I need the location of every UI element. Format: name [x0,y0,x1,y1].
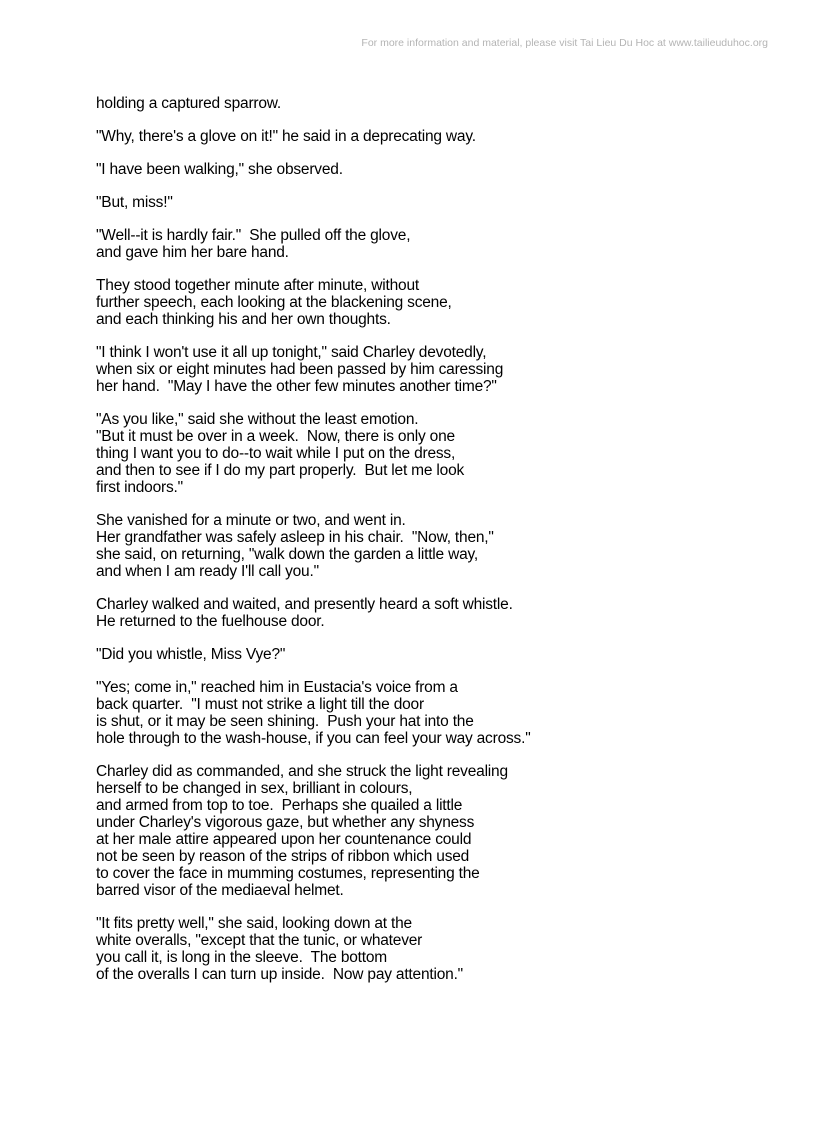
paragraph [96,679,776,747]
paragraph [96,227,776,261]
text-line: at her male attire appeared upon her countenance could [96,831,472,848]
text-line: He returned to the fuelhouse door. [96,613,325,630]
text-line: under Charley's vigorous gaze, but whether any shyness [96,814,475,831]
paragraph [96,512,776,580]
paragraph [96,915,776,983]
text-line: "As you like," said she without the least emotion. [96,411,419,428]
paragraph [96,763,776,899]
text-line: holding a captured sparrow. [96,95,282,112]
paragraph [96,344,776,395]
paragraph [96,277,776,328]
text-line: "Yes; come in," reached him in Eustacia's voice from a [96,679,458,696]
text-line: and then to see if I do my part properly. But let me look [96,462,465,479]
text-line: hole through to the wash-house, if you can feel your way across." [96,730,531,747]
text-line: She vanished for a minute or two, and went in. [96,512,406,529]
text-line: Her grandfather was safely asleep in his chair. "Now, then," [96,529,494,546]
text-line: "It fits pretty well," she said, looking down at the [96,915,412,932]
text-line: her hand. "May I have the other few minutes another time?" [96,378,497,395]
text-line: and gave him her bare hand. [96,244,289,261]
paragraph [96,161,776,178]
text-line: "I have been walking," she observed. [96,161,343,178]
text-line: when six or eight minutes had been passed by him caressing [96,361,504,378]
text-line: They stood together minute after minute, without [96,277,419,294]
text-line: herself to be changed in sex, brilliant in colours, [96,780,413,797]
paragraph [96,95,776,112]
paragraph [96,194,776,211]
text-line: "I think I won't use it all up tonight," said Charley devotedly, [96,344,487,361]
text-line: of the overalls I can turn up inside. Now pay attention." [96,966,463,983]
text-line: "Did you whistle, Miss Vye?" [96,646,286,663]
text-line: to cover the face in mumming costumes, representing the [96,865,480,882]
text-line: is shut, or it may be seen shining. Push your hat into the [96,713,474,730]
text-line: and when I am ready I'll call you." [96,563,319,580]
text-line: "Why, there's a glove on it!" he said in a deprecating way. [96,128,476,145]
text-line: first indoors." [96,479,183,496]
text-line: Charley did as commanded, and she struck the light revealing [96,763,508,780]
text-line: back quarter. "I must not strike a light till the door [96,696,424,713]
paragraph [96,128,776,145]
text-line: Charley walked and waited, and presently heard a soft whistle. [96,596,513,613]
text-line: and each thinking his and her own thoughts. [96,311,391,328]
text-line: "But, miss!" [96,194,173,211]
text-line: white overalls, "except that the tunic, or whatever [96,932,423,949]
header-note: For more information and material, please visit Tai Lieu Du Hoc at www.tailieuduhoc.org [361,37,768,49]
text-line: you call it, is long in the sleeve. The bottom [96,949,388,966]
text-line: and armed from top to toe. Perhaps she quailed a little [96,797,463,814]
text-line: "But it must be over in a week. Now, there is only one [96,428,455,445]
paragraph [96,411,776,496]
text-line: she said, on returning, "walk down the garden a little way, [96,546,478,563]
text-line: barred visor of the mediaeval helmet. [96,882,344,899]
document-body [96,95,776,999]
paragraph [96,646,776,663]
text-line: not be seen by reason of the strips of ribbon which used [96,848,470,865]
text-line: thing I want you to do--to wait while I put on the dress, [96,445,456,462]
text-line: "Well--it is hardly fair." She pulled off the glove, [96,227,411,244]
paragraph [96,596,776,630]
text-line: further speech, each looking at the blackening scene, [96,294,452,311]
